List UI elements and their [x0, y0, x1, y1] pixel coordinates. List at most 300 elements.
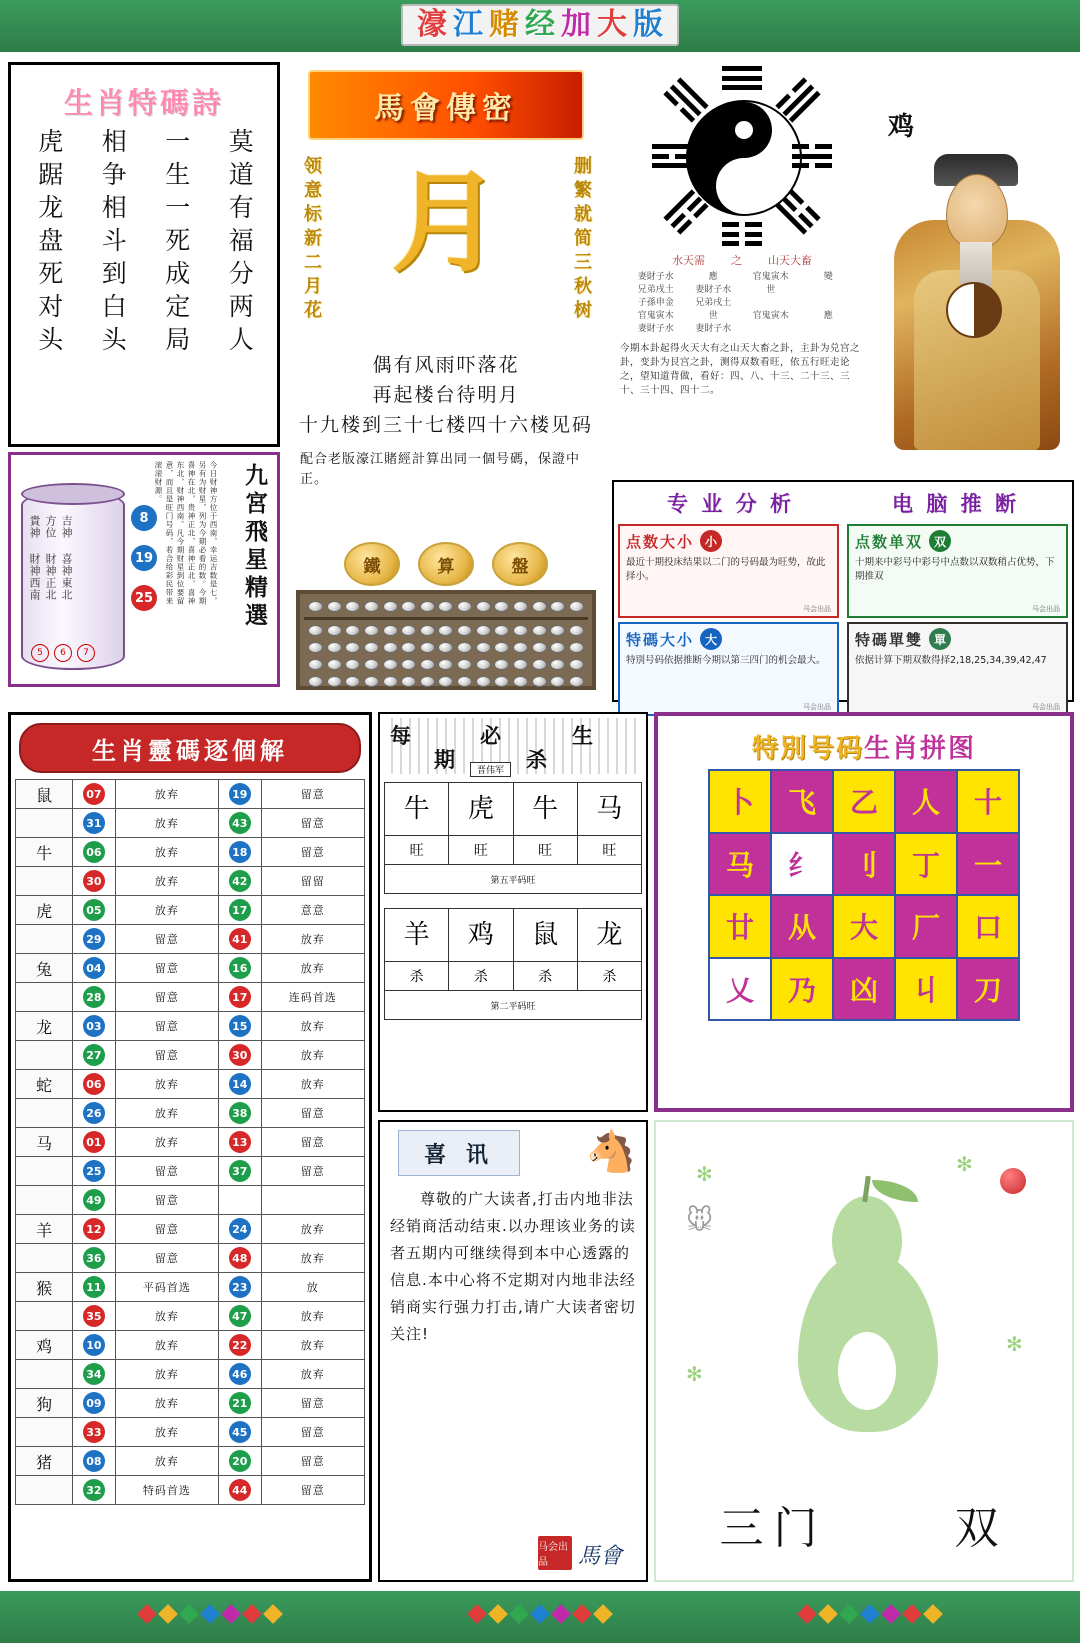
puzzle-cell: 刂 [833, 833, 895, 896]
abacus-panel [286, 542, 606, 702]
animal-cell [16, 1099, 73, 1128]
number-ball: 30 [83, 870, 105, 892]
animal-glyph: 鸡 [467, 920, 494, 950]
number-ball: 45 [229, 1421, 251, 1443]
trigram-icon [722, 222, 762, 246]
advice-cell: 放弃 [261, 1302, 364, 1331]
table-row [16, 896, 365, 925]
diamond-decoration [179, 1604, 199, 1624]
puzzle-grid [708, 769, 1020, 1021]
number-ball: 38 [229, 1102, 251, 1124]
banner-char: 江 [453, 7, 483, 42]
animal-cell [16, 1041, 73, 1070]
number-ball: 14 [229, 1073, 251, 1095]
diamond-decoration [902, 1604, 922, 1624]
lucky-ball: 8 [131, 505, 157, 531]
advice-cell: 放弃 [115, 1447, 218, 1476]
animal-cell: 虎 [16, 896, 73, 925]
table-row [16, 809, 365, 838]
banner-char: 版 [633, 7, 663, 42]
number-ball-cell [219, 1447, 262, 1476]
number-ball-cell [73, 1447, 116, 1476]
bagua-cell: 變 [823, 272, 833, 282]
diamond-decoration [221, 1604, 241, 1624]
animal-cell: 猴 [16, 1273, 73, 1302]
number-ball-cell [73, 1476, 116, 1505]
number-ball-cell [73, 1157, 116, 1186]
number-ball-cell [219, 1302, 262, 1331]
number-ball-cell [73, 896, 116, 925]
zodiac-poem-panel [8, 62, 280, 447]
mahui-lines [286, 350, 606, 440]
advice-cell: 留意 [261, 1099, 364, 1128]
bagua-cell [800, 284, 858, 297]
number-ball: 11 [83, 1276, 105, 1298]
advice-cell: 放弃 [115, 1331, 218, 1360]
puzzle-panel [654, 712, 1074, 1112]
coin: 盤 [492, 542, 548, 586]
analysis-card [618, 622, 839, 716]
number-ball: 30 [229, 1044, 251, 1066]
table-row [16, 1012, 365, 1041]
cylinder-number: 7 [77, 644, 95, 662]
diamond-decoration [488, 1604, 508, 1624]
table-row [385, 991, 642, 1020]
animal-cell [16, 1244, 73, 1273]
mahui-panel [286, 62, 606, 487]
cherry-icon [1000, 1168, 1026, 1194]
shaxiao-panel [378, 712, 648, 1112]
advice-cell: 留意 [261, 1157, 364, 1186]
advice-cell: 放弃 [261, 1070, 364, 1099]
leaf-icon: ✻ [956, 1152, 973, 1176]
puzzle-cell: 一 [957, 833, 1019, 896]
number-ball-cell [73, 838, 116, 867]
diamond-decoration [593, 1604, 613, 1624]
advice-cell: 放弃 [115, 1099, 218, 1128]
diamond-decoration [200, 1604, 220, 1624]
table-row [16, 1215, 365, 1244]
trigram-icon [722, 66, 762, 90]
bottom-banner [0, 1591, 1080, 1643]
diamond-row [800, 1607, 940, 1621]
table-row [16, 1070, 365, 1099]
number-ball-cell [73, 1389, 116, 1418]
jiugong-title: 九宮飛星精選 [241, 463, 267, 631]
bagua-cell: 世 [708, 311, 718, 321]
number-ball-cell [73, 1331, 116, 1360]
number-ball: 12 [83, 1218, 105, 1240]
mahui-big-char: 月 [391, 159, 501, 287]
pear-left-text: 三门 [719, 1503, 828, 1554]
bagua-cell: 妻財子水 [637, 272, 674, 282]
bagua-cell: 官鬼寅木 [752, 311, 789, 321]
number-ball: 26 [83, 1102, 105, 1124]
bagua-cell: 官鬼寅木 [637, 311, 674, 321]
advice-cell: 留意 [261, 1128, 364, 1157]
number-ball-cell [73, 954, 116, 983]
cylinder-col: 吉神 喜神東北 [60, 515, 73, 601]
table-row [16, 1157, 365, 1186]
advice-cell: 留意 [115, 1157, 218, 1186]
diamond-decoration [467, 1604, 487, 1624]
animal-cell: 马 [16, 1128, 73, 1157]
table-row [16, 1447, 365, 1476]
bagua-cell [742, 323, 800, 336]
xixun-panel [378, 1120, 648, 1582]
seal-stamp: 马会出品 [538, 1536, 572, 1570]
bagua-cell: 兄弟戌土 [695, 298, 732, 308]
number-ball-cell [73, 1186, 116, 1215]
mark-cell: 杀 [449, 962, 513, 991]
table-row [16, 1331, 365, 1360]
analysis-card-body: 最近十期投床结果以二门的号码最为旺势，故此择小。 [626, 557, 826, 582]
advice-cell: 留意 [115, 1186, 218, 1215]
analysis-chip: 双 [929, 530, 951, 552]
analysis-card-body: 依据计算下期双数得择2,18,25,34,39,42,47 [855, 655, 1047, 666]
puzzle-cell: 口 [957, 895, 1019, 958]
xixun-body: 尊敬的广大读者,打击内地非法经销商活动结束.以办理该业务的读者五期内可继续得到本中心透露的信息.本中心将不定期对内地非法经销商实行强力打击,请广大读者密切关注! [390, 1190, 636, 1343]
puzzle-cell: 丩 [895, 958, 957, 1021]
number-ball-cell [73, 1099, 116, 1128]
number-ball-cell [73, 1070, 116, 1099]
advice-cell: 放弃 [115, 1360, 218, 1389]
mahui-side-right: 删繁就简三秋树 [571, 156, 592, 324]
advice-cell: 留意 [261, 1418, 364, 1447]
puzzle-cell: 大 [833, 895, 895, 958]
animal-glyph: 牛 [532, 794, 559, 824]
shaxiao-head-char: 每 [390, 724, 411, 748]
animal-cell: 鼠 [16, 780, 73, 809]
lingma-panel [8, 712, 372, 1582]
xixun-seal-group [538, 1536, 622, 1570]
number-ball: 09 [83, 1392, 105, 1414]
analysis-card-body: 特別号码依据推断今期以第三四门的机会最大。 [626, 655, 826, 666]
bagua-row [627, 310, 857, 323]
bagua-row [627, 271, 857, 284]
puzzle-cell: 人 [895, 770, 957, 833]
number-ball: 07 [83, 783, 105, 805]
animal-glyph: 牛 [403, 794, 430, 824]
trigram-icon [652, 144, 692, 168]
animal-cell [449, 909, 513, 962]
diamond-row [470, 1607, 610, 1621]
shaxiao-table-top [384, 782, 642, 894]
puzzle-cell: 纟 [771, 833, 833, 896]
puzzle-cell: 十 [957, 770, 1019, 833]
pear-neck-shape [832, 1196, 902, 1286]
number-ball-cell [219, 954, 262, 983]
advice-cell: 放弃 [115, 838, 218, 867]
advice-cell: 放弃 [115, 1418, 218, 1447]
number-ball: 25 [83, 1160, 105, 1182]
leaf-icon: ✻ [686, 1362, 703, 1386]
mark-cell: 杀 [385, 962, 449, 991]
mark-cell: 旺 [385, 836, 449, 865]
table-row [16, 1041, 365, 1070]
number-ball: 33 [83, 1421, 105, 1443]
cylinder-top [21, 483, 125, 505]
abacus-row [304, 622, 588, 639]
puzzle-cell: 丁 [895, 833, 957, 896]
number-ball: 28 [83, 986, 105, 1008]
number-ball-cell [219, 780, 262, 809]
advice-cell: 留意 [261, 838, 364, 867]
advice-cell: 放弃 [115, 809, 218, 838]
advice-cell: 意意 [261, 896, 364, 925]
advice-cell: 放弃 [261, 1331, 364, 1360]
puzzle-title [664, 728, 1064, 765]
number-ball-cell [73, 1128, 116, 1157]
bagua-paragraph: 今期本卦起得火天大有之山天大畜之卦，主卦为兑宫之卦，变卦为艮宫之卦，测得双数看旺，依五行旺走论之，望知道背做，看好：四、八、十三、二十三、三十、三十四、四十二。 [620, 343, 861, 396]
number-ball: 35 [83, 1305, 105, 1327]
number-ball: 17 [229, 899, 251, 921]
deity-illustration-panel [878, 62, 1074, 472]
animal-cell: 羊 [16, 1215, 73, 1244]
table-row [16, 983, 365, 1012]
shaxiao-head-char: 必 [480, 724, 501, 748]
bagua-head-cell: 山天大畜 [768, 254, 812, 267]
advice-cell: 留留 [261, 867, 364, 896]
puzzle-cell: 乙 [833, 770, 895, 833]
advice-cell: 留意 [261, 780, 364, 809]
analysis-chip: 小 [700, 530, 722, 552]
note-cell: 第五平码旺 [385, 865, 642, 894]
puzzle-cell: 从 [771, 895, 833, 958]
advice-cell: 放弃 [261, 925, 364, 954]
number-ball: 21 [229, 1392, 251, 1414]
number-ball: 34 [83, 1363, 105, 1385]
poem-column: 相争相斗到白头 [98, 128, 128, 359]
number-ball: 41 [229, 928, 251, 950]
number-ball: 15 [229, 1015, 251, 1037]
animal-cell [16, 867, 73, 896]
number-ball: 29 [83, 928, 105, 950]
analysis-card [847, 524, 1068, 618]
animal-cell: 牛 [16, 838, 73, 867]
number-ball-cell [73, 780, 116, 809]
advice-cell: 平码首选 [115, 1273, 218, 1302]
jiugong-numbers [131, 505, 157, 611]
table-row [16, 1476, 365, 1505]
analysis-card-title: 特碼大小 [626, 630, 695, 649]
number-ball: 48 [229, 1247, 251, 1269]
number-ball: 05 [83, 899, 105, 921]
table-row [385, 962, 642, 991]
mahui-header-text: 馬會傳密 [374, 91, 518, 126]
top-banner [0, 0, 1080, 52]
zodiac-label: 鸡 [888, 112, 915, 142]
table-row [16, 1302, 365, 1331]
lucky-ball: 25 [131, 585, 157, 611]
advice-cell: 放弃 [261, 1360, 364, 1389]
coin: 算 [418, 542, 474, 586]
analysis-headers [618, 486, 1068, 520]
puzzle-cell: 卜 [709, 770, 771, 833]
puzzle-cell: 乂 [709, 958, 771, 1021]
number-ball: 03 [83, 1015, 105, 1037]
number-ball-cell [73, 1273, 116, 1302]
number-ball: 18 [229, 841, 251, 863]
number-ball-cell [73, 867, 116, 896]
banner-char: 加 [561, 7, 591, 42]
shaxiao-head-char: 生 [572, 724, 593, 748]
animal-cell [16, 1186, 73, 1215]
number-ball-cell [219, 1244, 262, 1273]
cylinder-number: 5 [31, 644, 49, 662]
number-ball-cell [219, 1360, 262, 1389]
puzzle-cell: 廿 [709, 895, 771, 958]
analysis-row [618, 524, 1068, 618]
poem-columns [17, 128, 271, 359]
advice-cell: 放弃 [115, 780, 218, 809]
analysis-card-sign: 马会出品 [1032, 703, 1060, 711]
note-cell: 第二平码旺 [385, 991, 642, 1020]
trigram-icon [663, 77, 708, 122]
bagua-cell: 世 [766, 285, 776, 295]
mahui-side-left: 领意标新二月花 [301, 156, 322, 324]
animal-glyph: 鼠 [532, 920, 559, 950]
number-ball-cell [73, 1360, 116, 1389]
bagua-cell: 妻財子水 [695, 324, 732, 334]
number-ball-cell [73, 983, 116, 1012]
number-ball-cell [219, 1331, 262, 1360]
number-ball: 23 [229, 1276, 251, 1298]
cylinder-text [27, 515, 73, 601]
number-ball-cell [73, 1215, 116, 1244]
animal-cell: 龙 [16, 1012, 73, 1041]
number-ball: 10 [83, 1334, 105, 1356]
number-ball: 43 [229, 812, 251, 834]
cylinder-col: 貴神 財神西南 [28, 515, 41, 601]
number-ball-cell [219, 1157, 262, 1186]
number-ball: 13 [229, 1131, 251, 1153]
diamond-decoration [551, 1604, 571, 1624]
number-ball: 06 [83, 1073, 105, 1095]
mouse-icon: 🐭 [686, 1206, 714, 1236]
abacus-coins [286, 542, 606, 586]
mahui-line: 偶有风雨吓落花 [372, 354, 520, 376]
leaf-icon: ✻ [1006, 1332, 1023, 1356]
bagua-row [627, 284, 857, 297]
analysis-card-sign: 马会出品 [803, 703, 831, 711]
advice-cell: 留意 [115, 1041, 218, 1070]
number-ball-cell [219, 838, 262, 867]
leaf-icon: ✻ [696, 1162, 713, 1186]
horse-icon: 🐴 [586, 1129, 636, 1175]
shaxiao-table-bottom [384, 908, 642, 1020]
deity-figure [884, 150, 1070, 460]
shaxiao-head-char: 期 [434, 748, 455, 772]
lucky-cylinder-graphic [21, 491, 125, 670]
analysis-row [618, 622, 1068, 716]
number-ball-cell [219, 1128, 262, 1157]
diamond-decoration [137, 1604, 157, 1624]
advice-cell: 放弃 [261, 1244, 364, 1273]
number-ball-cell [73, 1041, 116, 1070]
diamond-decoration [509, 1604, 529, 1624]
pear-texts [656, 1492, 1072, 1556]
animal-cell: 狗 [16, 1389, 73, 1418]
poem-column: 一生一死成定局 [161, 128, 191, 359]
yinyang-icon [946, 282, 1002, 338]
abacus-row [304, 656, 588, 673]
analysis-panel [612, 480, 1074, 711]
banner-char: 濠 [417, 7, 447, 42]
number-ball: 31 [83, 812, 105, 834]
banner-char: 赌 [489, 7, 519, 42]
animal-cell [16, 983, 73, 1012]
mahui-art [286, 140, 606, 350]
jiugong-description: 今日财神方位于西南，幸运吉数是七，另有为财星，列为今期必看的数。今期喜神在北，贵神正北，喜神正北，喜神东北，财神西南。凡今期财星到位要留意，而且是旺门号码，若合给彩民带来滚滚财源。 [154, 461, 218, 606]
analysis-chip: 大 [700, 628, 722, 650]
bagua-graphic [652, 66, 832, 246]
number-ball-cell [73, 925, 116, 954]
table-row [16, 1186, 365, 1215]
advice-cell: 放 [261, 1273, 364, 1302]
puzzle-cell: 飞 [771, 770, 833, 833]
table-row [385, 836, 642, 865]
number-ball-cell [73, 809, 116, 838]
animal-glyph: 虎 [467, 794, 494, 824]
analysis-card-sign: 马会出品 [803, 605, 831, 613]
number-ball: 46 [229, 1363, 251, 1385]
pear-graphic [786, 1182, 946, 1432]
number-ball-cell [73, 1244, 116, 1273]
diamond-decoration [530, 1604, 550, 1624]
abacus-graphic [296, 590, 596, 690]
shaxiao-header [384, 718, 642, 774]
number-ball: 32 [83, 1479, 105, 1501]
number-ball: 22 [229, 1334, 251, 1356]
number-ball: 24 [229, 1218, 251, 1240]
bagua-table-head [627, 252, 857, 268]
bagua-cell: 應 [708, 272, 718, 282]
mahui-line: 十九楼到三十七楼四十六楼见码 [298, 414, 593, 436]
animal-cell: 猪 [16, 1447, 73, 1476]
abacus-row [304, 673, 588, 690]
bagua-cell: 子孫申金 [637, 298, 674, 308]
table-row [385, 909, 642, 962]
poem-title: 生肖特碼詩 [63, 86, 224, 120]
table-row [16, 838, 365, 867]
analysis-title: 专 业 分 析 [667, 492, 794, 516]
poem-column: 虎踞龙盘死对头 [34, 128, 64, 359]
pear-core-shape [838, 1332, 896, 1410]
abacus-row [304, 598, 588, 615]
analysis-card-body: 十期来中彩号中彩号中点数以双数稍占优势，下期推双 [855, 557, 1055, 582]
number-ball-cell [219, 1099, 262, 1128]
trigram-icon [792, 144, 832, 168]
number-ball: 44 [229, 1479, 251, 1501]
bagua-head-cell: 之 [731, 254, 742, 267]
animal-cell [577, 909, 641, 962]
table-row [16, 1128, 365, 1157]
bagua-row [627, 323, 857, 336]
puzzle-cell: 凶 [833, 958, 895, 1021]
analysis-card-caption [622, 626, 835, 652]
mark-cell: 旺 [449, 836, 513, 865]
diamond-row [140, 1607, 280, 1621]
animal-cell [16, 1476, 73, 1505]
advice-cell: 留意 [261, 1476, 364, 1505]
advice-cell: 留意 [115, 954, 218, 983]
analysis-card-caption [851, 626, 1064, 652]
advice-cell: 放弃 [115, 1070, 218, 1099]
cylinder-numbers [31, 644, 95, 662]
jiugong-panel [8, 452, 280, 687]
number-ball-cell [73, 1418, 116, 1447]
